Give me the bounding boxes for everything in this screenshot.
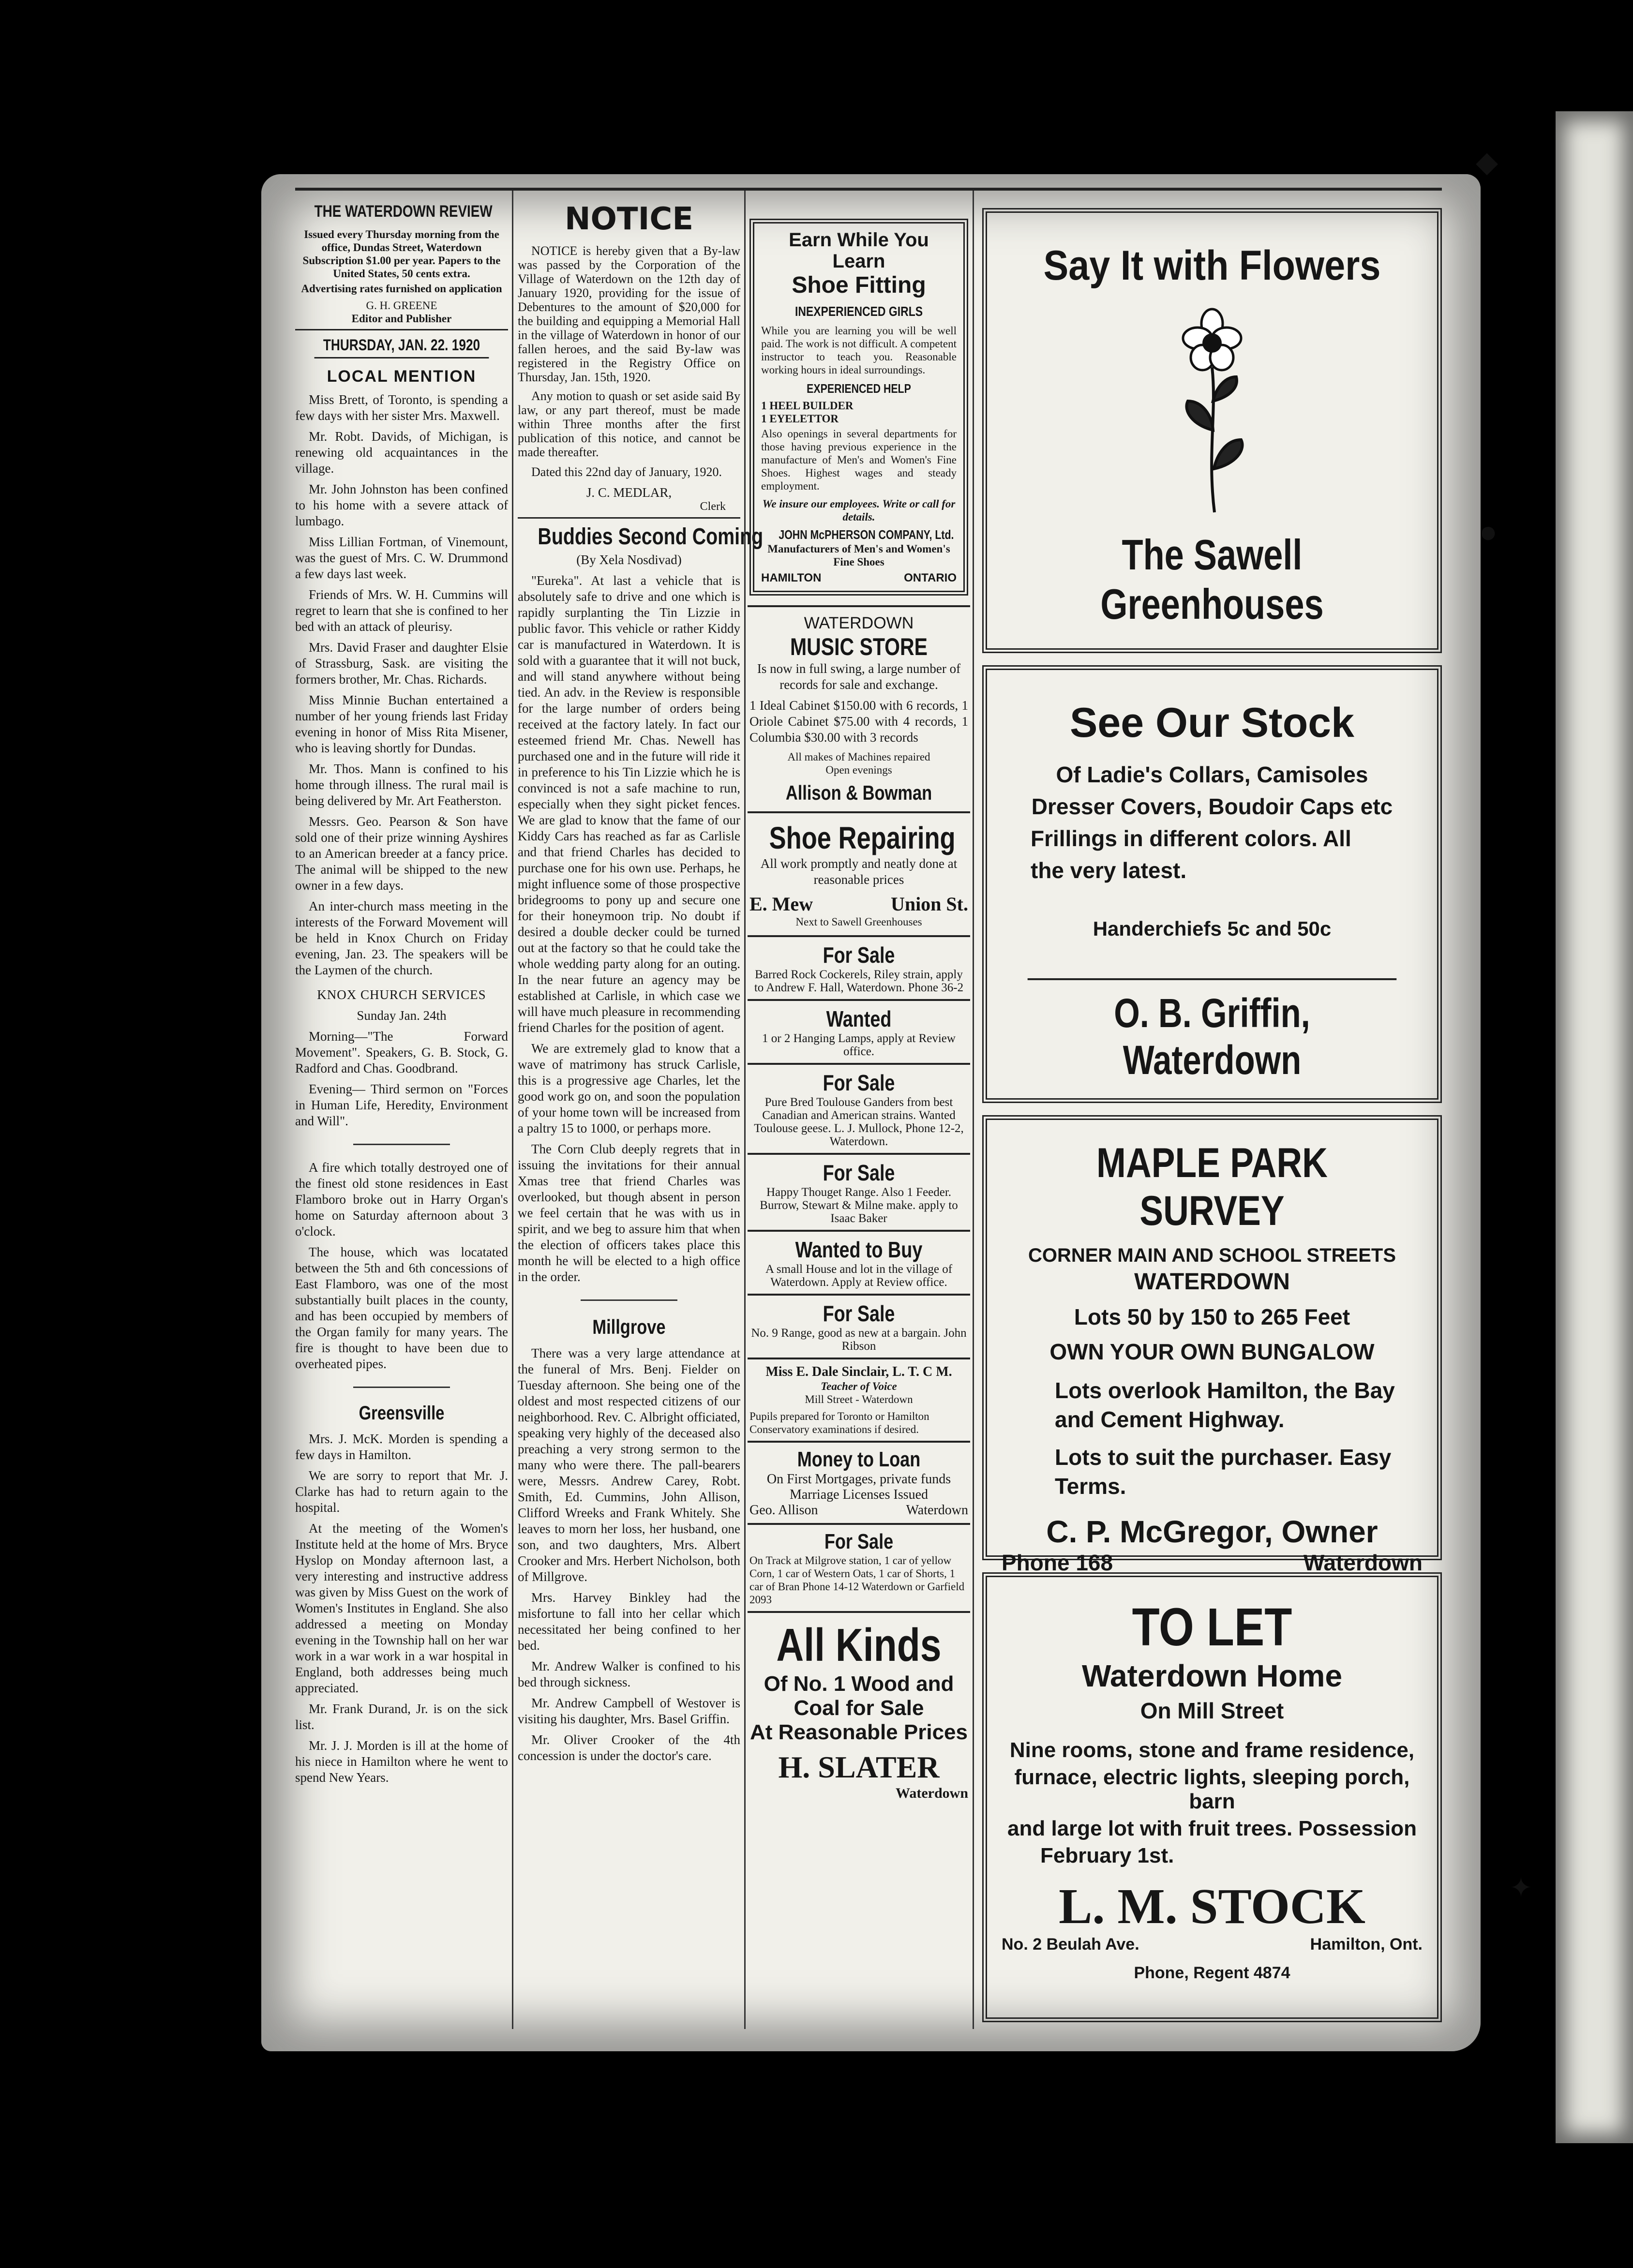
ad-address: Mill Street - Waterdown [805, 1393, 913, 1405]
section-heading: Millgrove [592, 1315, 666, 1338]
maple-park-ad [982, 1115, 1442, 1575]
ad-body: Open evenings [825, 764, 892, 776]
ad-headline: Say It with Flowers [1043, 242, 1381, 289]
ad-item: 1 EYELETTOR [761, 413, 839, 425]
classified-heading: For Sale [823, 1070, 895, 1095]
editor-name: G. H. GREENE [366, 299, 437, 312]
to-let-ad [982, 1572, 1442, 2022]
news-item: Miss Brett, of Toronto, is spending a few days with her sister Mrs. Maxwell. [295, 392, 508, 423]
flower-illustration [1164, 304, 1260, 517]
ad-line: Lots 50 by 150 to 265 Feet [1074, 1304, 1350, 1329]
ad-body: Next to Sawell Greenhouses [795, 916, 922, 928]
byline: (By Xela Nosdivad) [576, 552, 682, 567]
classified-body: No. 9 Range, good as new at a bargain. John Ribson [751, 1327, 967, 1353]
top-rule [295, 188, 1442, 191]
classified-body: Happy Thouget Range. Also 1 Feeder. Burrow, Stewart & Milne make. apply to Isaac Baker [760, 1186, 958, 1225]
masthead [295, 202, 508, 330]
newspaper-page [261, 174, 1481, 2051]
ad-town: Waterdown [896, 1785, 968, 1801]
classified-body: 1 or 2 Hanging Lamps, apply at Review office. [762, 1032, 956, 1058]
classified-ad [748, 1155, 970, 1232]
ad-line: Handerchiefs 5c and 50c [1093, 917, 1332, 940]
ad-body: On First Mortgages, private funds [766, 1472, 951, 1487]
ad-headline: Shoe Repairing [769, 821, 956, 855]
classifieds [748, 937, 970, 1359]
ad-name: H. SLATER [778, 1750, 940, 1784]
news-item: We are sorry to report that Mr. J. Clarke has had to return again to the hospital. [295, 1468, 508, 1515]
news-item: Mr. John Johnston has been confined to his home with a severe attack of lumbago. [295, 482, 508, 528]
ad-body: Is now in full swing, a large number of records for sale and exchange. [757, 661, 961, 692]
news-item: The house, which was locatated between the 5th and 6th concessions of East Flamboro, was one of the most substantially built places in the county, and has been occupied by members of the Organ family for many years. The fire is thought to have been due to overheated pipes. [295, 1245, 508, 1371]
classified-heading: Wanted to Buy [795, 1237, 923, 1262]
news-item: Friends of Mrs. W. H. Cummins will regret to learn that she is confined to her bed with an attack of pleurisy. [295, 587, 508, 634]
classified-ad [748, 1065, 970, 1155]
music-store-ad [748, 605, 970, 813]
ad-line: Earn While You [789, 229, 929, 251]
knox-item: Morning—"The Forward Movement". Speakers, G. B. Stock, G. Radford and Chas. Goodbrand. [295, 1029, 508, 1075]
ad-body: Marriage Licenses Issued [789, 1487, 929, 1502]
classified-heading: For Sale [823, 1301, 895, 1326]
classified-body: Barred Rock Cockerels, Riley strain, apply to Andrew F. Hall, Waterdown. Phone 36-2 [754, 968, 964, 994]
knox-item: Evening— Third sermon on "Forces in Human Life, Heredity, Environment and Will". [295, 1082, 508, 1128]
ad-phone: Phone 168 [1002, 1550, 1113, 1575]
news-item: Miss Lillian Fortman, of Vinemount, was the guest of Mrs. C. W. Drummond a few days last week. [295, 535, 508, 581]
ink-blot: ✦ [1510, 1872, 1532, 1904]
ad-line: On Mill Street [1140, 1698, 1284, 1723]
classified-heading: For Sale [823, 1160, 895, 1185]
ad-sub: EXPERIENCED HELP [807, 381, 911, 396]
ad-name: Miss E. Dale Sinclair, L. T. C M. [765, 1364, 952, 1379]
ad-role: Teacher of Voice [821, 1380, 897, 1392]
classified-body: Pure Bred Toulouse Ganders from best Canadian and American strains. Wanted Toulouse geese. L. J. Mullock, Phone 12-2, Waterdown. [754, 1096, 964, 1148]
ad-body: Pupils prepared for Toronto or Hamilton Conservatory examinations if desired. [749, 1410, 929, 1435]
column-rule [973, 191, 974, 2029]
classified-body: A small House and lot in the village of Waterdown. Apply at Review office. [765, 1263, 953, 1289]
ad-name: Geo. Allison [749, 1503, 818, 1518]
ad-headline: For Sale [824, 1530, 894, 1553]
ad-line: Terms. [1055, 1474, 1126, 1499]
ad-headline: Money to Loan [797, 1447, 921, 1471]
ad-line: Frillings in different colors. All [1031, 826, 1351, 851]
ad-line: Dresser Covers, Boudoir Caps etc [1031, 794, 1393, 819]
ad-body: On Track at Milgrove station, 1 car of yellow Corn, 1 car of Western Oats, 1 car of Shorts, 1 car of Bran Phone 14-12 Waterdown or Garfield 2093 [749, 1554, 965, 1606]
divider [518, 517, 740, 519]
news-item: Mr. Andrew Walker is confined to his bed through sickness. [518, 1659, 740, 1689]
firm-name: The Sawell Greenhouses [1100, 531, 1324, 628]
news-item: Mr. Andrew Campbell of Westover is visiting his daughter, Mrs. Basel Griffin. [518, 1696, 740, 1726]
news-item: Mrs. Harvey Binkley had the misfortune to fall into her cellar which necessitated her being confined to her bed. [518, 1590, 740, 1653]
ad-body: All makes of Machines repaired [787, 751, 930, 763]
news-item: There was a very large attendance at the funeral of Mrs. Benj. Fielder on Tuesday afternoon. She being one of the oldest and most respected citizens of our neighborhood. Rev. C. Albright officiated, speaking very highly of the deceased also preaching a very strong sermon to the many who were there. The pall-bearers were, Messrs. Andrew Carey, Robt. Smith, Ed. Cummins, John Allison, Clifford Wreeks and Frank Whitely. She leaves to morn her loss, her husband, one son, and two daughters, Mrs. Albert Crooker and Mrs. Herbert Nicholson, both of Millgrove. [518, 1346, 740, 1584]
ad-body: Also openings in several departments for those having previous experience in the manufacture of Men's and Women's Fine Shoes. Highest wages and steady employment. [761, 428, 957, 492]
ad-headline: MUSIC STORE [790, 633, 928, 660]
classified-heading: Wanted [826, 1006, 892, 1031]
article-paragraph: The Corn Club deeply regrets that in issuing the invitations for their annual Xmas tree that friend Charles was overlooked, but though absent in person we feel certain that he was with us in spirit, and we beg to assure him that when the election of officers takes place this month he will be elected to a high office in the order. [518, 1142, 740, 1284]
notice-signer: J. C. MEDLAR, [586, 485, 672, 500]
company-name: JOHN McPHERSON COMPANY, Ltd. [779, 527, 954, 542]
ad-city: HAMILTON [761, 571, 822, 584]
notice-dated: Dated this 22nd day of January, 1920. [531, 465, 722, 479]
ad-street: Union St. [890, 893, 968, 915]
company-sub: Manufacturers of Men's and Women's Fine Shoes [767, 543, 950, 568]
ad-line: furnace, electric lights, sleeping porch, barn [1014, 1765, 1410, 1813]
news-item: Mr. Robt. Davids, of Michigan, is renewing old acquaintances in the village. [295, 429, 508, 476]
ad-name: E. Mew [749, 893, 813, 915]
firm-name: Allison & Bowman [785, 781, 932, 804]
ad-headline: All Kinds [776, 1619, 942, 1671]
news-item: Mr. Oliver Crooker of the 4th concession is under the doctor's care. [518, 1732, 740, 1763]
ad-line: and Cement Highway. [1055, 1407, 1285, 1432]
news-item: Mr. Frank Durand, Jr. is on the sick list. [295, 1701, 508, 1732]
issue-date: THURSDAY, JAN. 22. 1920 [315, 333, 489, 358]
griffin-ad [982, 665, 1442, 1103]
ad-line: Of Ladie's Collars, Camisoles [1056, 762, 1368, 787]
knox-date: Sunday Jan. 24th [357, 1008, 447, 1023]
firm-name: O. B. Griffin, Waterdown [1028, 978, 1397, 1084]
ad-headline: See Our Stock [1070, 700, 1354, 746]
ad-line: At Reasonable Prices [750, 1720, 968, 1744]
facing-page-edge [1556, 111, 1633, 2143]
flowers-ad [982, 208, 1442, 653]
news-item: Miss Minnie Buchan entertained a number of her young friends last Friday evening in honor of Miss Rita Misener, who is leaving shortly for Dundas. [295, 693, 508, 755]
track-sale-ad [748, 1525, 970, 1613]
article-paragraph: "Eureka". At last a vehicle that is absolutely safe to drive and one which is rapidly surplanting the Tin Lizzie in public favor. This vehicle or rather Kiddy car is manufactured in Waterdown. It is sold with a guarantee that it will not buck, and will stand anywhere without being tied. An adv. in the Review is responsible for the large number of orders being received at the factory lately. In fact our esteemed friend Mr. Chas. Newell has purchased one and in the future will ride it in preference to his Tin Lizzie which he is convinced is not a safe machine to run, especially when they sight picket fences. We are glad to know that the fame of our Kiddy Cars has reached as far as Carlisle and that friend Charles has decided to purchase one for his own use. Perhaps, he might influence some of those prospective bridegrooms to pony up and secure one for their honeymoon trip. No doubt if desired a double decker could be turned out at the factory so that he could take the whole wedding party along for an outing. In the near future an agency may be established at Carlisle, in which case we will have much pleasure in recommending friend Charles for the position of agent. [518, 573, 740, 1035]
notice-body: NOTICE is hereby given that a By-law was passed by the Corporation of the Village of Waterdown on the 12th day of January 1920, providing for the issue of Debentures to the amount of $20,000 for the building and equipping a Memorial Hall in the village of Waterdown in honor of our fallen heroes, and the said By-law was registered in the Registry Office on Thursday, Jan. 15th, 1920. [518, 244, 740, 384]
column-1 [295, 198, 508, 1791]
ad-line: the very latest. [1031, 858, 1187, 883]
news-item: A fire which totally destroyed one of the finest old stone residences in East Flamboro broke out in Harry Organ's home on Saturday afternoon about 3 o'clock. [295, 1160, 508, 1238]
shoe-repair-ad [748, 813, 970, 937]
shoe-fitting-ad [749, 219, 968, 596]
ink-blot: ● [1481, 522, 1496, 542]
news-item: At the meeting of the Women's Institute held at the home of Mrs. Bryce Hyslop on Monday afternoon last, a very interesting and instructive address was given by Miss Guest on the work of Women's Institutes in England. She also addressed a meeting on Monday evening in the Township hall on her war work in a war work in a war hospital in England, both addresses being much appreciated. [295, 1521, 508, 1695]
masthead-info: Advertising rates furnished on application [301, 283, 502, 295]
ad-address: No. 2 Beulah Ave. [1002, 1935, 1139, 1954]
teacher-ad [748, 1359, 970, 1443]
divider [353, 1387, 450, 1388]
ad-sub: INEXPERIENCED GIRLS [794, 304, 923, 319]
ad-town: Waterdown [1303, 1550, 1423, 1575]
ad-line: Of No. 1 Wood and [764, 1672, 954, 1696]
ad-body: All work promptly and neatly done at reasonable prices [760, 856, 958, 887]
notice-body: Any motion to quash or set aside said By law, or any part thereof, must be made within Three months after the first publication of this notice, and cannot be made thereafter. [518, 389, 740, 459]
ad-town: Waterdown [906, 1503, 968, 1518]
loan-ad [748, 1443, 970, 1525]
ad-line: Coal for Sale [794, 1696, 924, 1720]
ad-phone: Phone, Regent 4874 [1134, 1964, 1290, 1982]
article-heading: Buddies Second Coming [538, 524, 764, 550]
classified-ad [748, 937, 970, 1001]
ad-line: Lots overlook Hamilton, the Bay [1055, 1378, 1395, 1403]
ad-prov: ONTARIO [904, 571, 957, 584]
ad-city: Hamilton, Ont. [1310, 1935, 1423, 1954]
ad-line: Learn [832, 251, 885, 272]
ad-line: OWN YOUR OWN BUNGALOW [1049, 1339, 1375, 1364]
ad-line: WATERDOWN [1134, 1269, 1290, 1295]
article-paragraph: We are extremely glad to know that a wave of matrimony has struck Carlisle, this is a progressive age Charles, let the good work go on, and soon the population of your home town will be increased from a paltry 15 to 1000, or perhaps more. [518, 1041, 740, 1135]
ad-owner: C. P. McGregor, Owner [1046, 1514, 1378, 1549]
ad-headline: TO LET [1132, 1597, 1292, 1657]
ad-line: WATERDOWN [804, 614, 914, 632]
column-3 [748, 198, 970, 1807]
news-item: Mr. Thos. Mann is confined to his home through illness. The rural mail is being delivered by Mr. Art Featherston. [295, 761, 508, 808]
ad-item: 1 HEEL BUILDER [761, 400, 854, 412]
ad-body: We insure our employees. Write or call for details. [762, 498, 956, 523]
ad-line: February 1st. [1040, 1844, 1174, 1867]
column-rule [744, 191, 746, 2029]
classified-ad [748, 1232, 970, 1296]
divider [353, 1144, 450, 1145]
news-item: Mrs. J. McK. Morden is spending a few days in Hamilton. [295, 1432, 508, 1462]
ad-headline: MAPLE PARK SURVEY [1096, 1140, 1328, 1234]
notice-heading: NOTICE [564, 201, 694, 237]
section-heading: Greensville [359, 1403, 445, 1424]
ad-line: and large lot with fruit trees. Possession [1007, 1817, 1417, 1840]
ad-line: Lots to suit the purchaser. Easy [1055, 1445, 1392, 1470]
ad-line: CORNER MAIN AND SCHOOL STREETS [1028, 1245, 1396, 1266]
ad-headline: Shoe Fitting [792, 272, 926, 298]
classified-ad [748, 1296, 970, 1359]
ad-body: 1 Ideal Cabinet $150.00 with 6 records, 1 Oriole Cabinet $75.00 with 4 records, 1 Columbia $30.00 with 3 records [749, 698, 968, 745]
column-2 [518, 198, 764, 1769]
masthead-title: THE WATERDOWN REVIEW [314, 202, 493, 221]
ad-line: Waterdown Home [1081, 1658, 1343, 1693]
ad-body: While you are learning you will be well paid. The work is not difficult. A competent instructor to teach you. Reasonable working hours in ideal surroundings. [761, 325, 957, 376]
ink-blot: ◆ [1476, 145, 1498, 179]
news-item: An inter-church mass meeting in the interests of the Forward Movement will be held in Knox Church on Friday evening, Jan. 23. The speakers will be the Laymen of the church. [295, 899, 508, 977]
editor-role: Editor and Publisher [351, 313, 452, 325]
column-rule [512, 191, 513, 2029]
notice-signer-role: Clerk [700, 500, 726, 513]
classified-ad [748, 1001, 970, 1065]
ad-name: L. M. STOCK [1059, 1879, 1365, 1934]
masthead-info: Issued every Thursday morning from the office, Dundas Street, Waterdown [304, 228, 499, 254]
section-heading: LOCAL MENTION [327, 367, 477, 386]
wood-coal-ad [748, 1613, 970, 1807]
knox-heading: KNOX CHURCH SERVICES [317, 987, 486, 1002]
news-item: Mrs. David Fraser and daughter Elsie of Strassburg, Sask. are visiting the formers brother, Mr. Chas. Richards. [295, 640, 508, 686]
news-item: Mr. J. J. Morden is ill at the home of his niece in Hamilton where he went to spend New Years. [295, 1738, 508, 1785]
masthead-info: Subscription $1.00 per year. Papers to the United States, 50 cents extra. [302, 254, 501, 280]
classified-heading: For Sale [823, 942, 895, 968]
ad-line: Nine rooms, stone and frame residence, [1009, 1738, 1415, 1762]
divider [581, 1299, 677, 1301]
news-item: Messrs. Geo. Pearson & Son have sold one of their prize winning Ayshires to an American breeder at a fancy price. The animal will be shipped to the new owner in a few days. [295, 814, 508, 893]
